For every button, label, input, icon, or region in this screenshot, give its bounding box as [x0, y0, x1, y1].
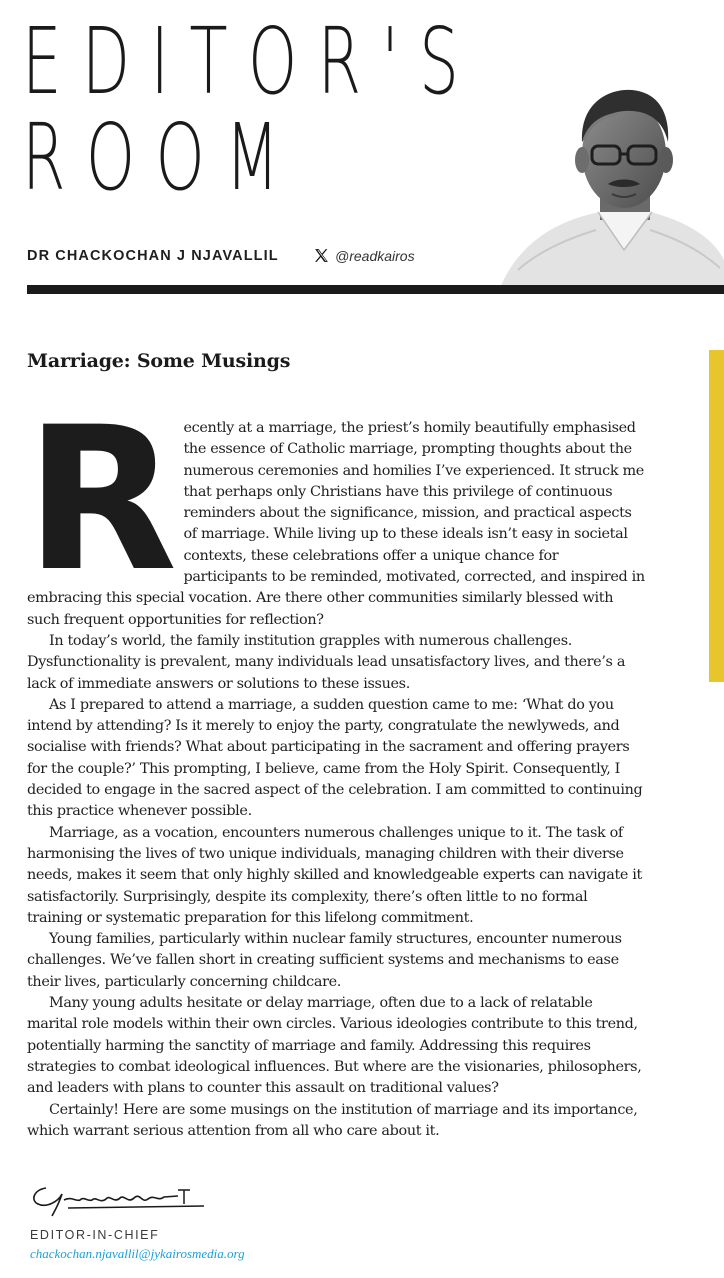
author-portrait	[500, 80, 724, 288]
author-name: DR CHACKOCHAN J NJAVALLIL	[27, 248, 279, 264]
paragraph-3: As I prepared to attend a marriage, a sudden question came to me: ‘What do you intend by attending? Is it merely to enjoy the party, congratulate the newlyweds, and socialise with friends? What about participating in the sacrament and offering prayers for the couple?’ This prompting, I believe, came from the Holy Spirit. Consequently, I decided to engage in the sacred aspect of the celebration. I am committed to continuing this practice whenever possible.	[27, 696, 643, 820]
paragraph-4: Marriage, as a vocation, encounters numerous challenges unique to it. The task of harmonising the lives of two unique individuals, managing children with their diverse needs, makes it seem that only highly skilled and knowledgeable experts can navigate it satisfactorily. Surprisingly, despite its complexity, there’s often little to no formal training or systematic preparation for this lifelong commitment.	[27, 824, 642, 926]
social-handle-text: @readkairos	[335, 247, 415, 264]
paragraph-5: Young families, particularly within nuclear family structures, encounter numerous challenges. We’ve fallen short in creating sufficient systems and mechanisms to ease their lives, particularly concerning childcare.	[27, 931, 622, 990]
masthead-title-line2: ROOM	[22, 104, 300, 211]
article-body	[25, 384, 645, 1142]
drop-cap: R	[25, 384, 172, 615]
paragraph-6: Many young adults hesitate or delay marriage, often due to a lack of relatable marital role models within their own circles. Various ideologies contribute to this trend, potentially harming the sanctity of marriage and family. Addressing this requires strategies to combat ideological influences. But where are the visionaries, philosophers, and leaders with plans to counter this assault on traditional values?	[27, 995, 642, 1097]
masthead-title	[22, 8, 480, 211]
article-title: Marriage: Some Musings	[27, 350, 291, 372]
editor-role: EDITOR-IN-CHIEF	[30, 1228, 160, 1242]
paragraph-1	[25, 384, 645, 631]
paragraph-2: In today’s world, the family institution grapples with numerous challenges. Dysfunctionality is prevalent, many individuals lead unsatisfactory lives, and there’s a lack of immediate answers or solutions to these issues.	[27, 632, 626, 692]
editor-signature	[28, 1182, 213, 1222]
accent-bar	[709, 350, 724, 682]
masthead-rule	[27, 285, 724, 294]
masthead-title-line1: EDITOR'S	[22, 8, 480, 115]
editor-email-link[interactable]: chackochan.njavallil@jykairosmedia.org	[30, 1246, 245, 1261]
paragraph-1-text: ecently at a marriage, the priest’s homily beautifully emphasised the essence of Catholic marriage, prompting thoughts about the numerous ceremonies and homilies I’ve experienced. It struck me that perhaps only Christians have this privilege of continuous reminders about the significance, mission, and practical aspects of marriage. While living up to these ideals isn’t easy in societal contexts, these celebrations offer a unique chance for participants to be reminded, motivated, corrected, and inspired in embracing this special vocation. Are there other communities similarly blessed with such frequent opportunities for reflection?	[27, 420, 645, 628]
x-logo-icon	[313, 247, 330, 264]
paragraph-7: Certainly! Here are some musings on the institution of marriage and its importance, which warrant serious attention from all who care about it.	[27, 1101, 638, 1139]
social-handle[interactable]	[313, 247, 415, 264]
